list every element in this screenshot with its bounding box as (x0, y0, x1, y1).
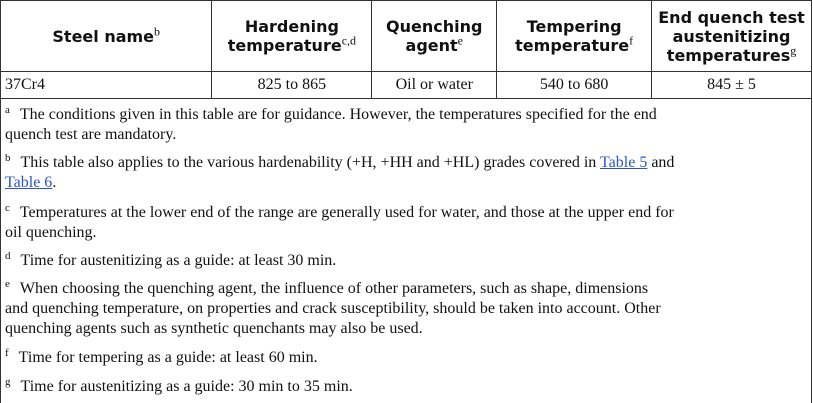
footnote-ref-e[interactable]: e (457, 33, 463, 48)
footnote-a-line2: quench test are mandatory. (5, 126, 177, 143)
footnote-c-line2: oil quenching. (5, 224, 97, 241)
header-tempering-temperature (497, 1, 652, 72)
footnote-g-line1: Time for austenitizing as a guide: 30 min to 35 min. (20, 378, 353, 395)
footnote-f-line1: Time for tempering as a guide: at least 60 min. (18, 349, 318, 366)
footnote-ref-cd[interactable]: c,d (341, 33, 357, 48)
footnote-b-and: and (647, 154, 675, 171)
table-footnotes (0, 98, 812, 403)
footnote-b-period: . (52, 174, 57, 191)
header-endquench-line2: austenitizing (672, 26, 791, 46)
header-steel-name (1, 1, 212, 72)
header-tempering-line1: Tempering (526, 17, 622, 36)
header-tempering-line2: temperature (515, 36, 630, 55)
footnote-b (5, 153, 809, 193)
cell-quenching-agent: Oil or water (372, 72, 497, 99)
table-header-row (1, 1, 812, 72)
footnote-b-text: This table also applies to the various hardenability (+H, +HH and +HL) grades covered in (20, 154, 601, 171)
footnote-e (5, 279, 809, 339)
header-quenching-agent (372, 1, 497, 72)
header-hardening-temperature (212, 1, 372, 72)
cell-hardening-temperature: 825 to 865 (212, 72, 372, 99)
footnote-mark-e: e (5, 277, 10, 290)
table-6-link[interactable]: Table 6 (5, 174, 53, 191)
footnote-g (5, 377, 809, 397)
footnote-ref-g[interactable]: g (790, 43, 797, 58)
footnote-d-line1: Time for austenitizing as a guide: at least 30 min. (20, 252, 337, 269)
footnote-mark-f: f (5, 346, 9, 359)
header-end-quench-temperature (652, 1, 812, 72)
footnote-e-line2: and quenching temperature, on properties and crack susceptibility, should be taken into account. Other (5, 300, 661, 317)
cell-steel-name: 37Cr4 (1, 72, 212, 99)
footnote-c (5, 203, 809, 243)
footnote-ref-b[interactable]: b (154, 24, 161, 39)
footnote-d (5, 251, 809, 271)
table-5-link[interactable]: Table 5 (600, 154, 648, 171)
footnote-e-line1: When choosing the quenching agent, the influence of other parameters, such as shape, dimensions (19, 280, 649, 297)
footnote-mark-c: c (5, 201, 10, 214)
cell-tempering-temperature: 540 to 680 (497, 72, 652, 99)
footnote-mark-d: d (5, 249, 11, 262)
header-quenching-line1: Quenching (386, 17, 483, 36)
footnote-a-line1: The conditions given in this table are for guidance. However, the temperatures specified for the end (19, 106, 657, 123)
header-endquench-line1: End quench test (658, 7, 805, 27)
header-hardening-line2: temperature (227, 36, 342, 55)
cell-end-quench-temperature: 845 ± 5 (652, 72, 812, 99)
header-endquench-line3: temperatures (666, 45, 791, 65)
table-row (1, 72, 812, 99)
footnote-mark-b: b (5, 151, 11, 164)
footnote-c-line1: Temperatures at the lower end of the range are generally used for water, and those at the upper end for (19, 204, 674, 221)
header-hardening-line1: Hardening (244, 17, 339, 36)
footnote-a (5, 105, 809, 145)
footnote-mark-a: a (5, 103, 10, 116)
footnote-e-line3: quenching agents such as synthetic quenchants may also be used. (5, 320, 423, 337)
footnote-ref-f[interactable]: f (629, 33, 634, 48)
footnote-mark-g: g (5, 375, 11, 388)
header-quenching-line2: agent (405, 36, 458, 55)
header-steel-name-label: Steel name (52, 26, 155, 46)
footnote-f (5, 348, 809, 368)
heat-treatment-table (0, 0, 812, 99)
